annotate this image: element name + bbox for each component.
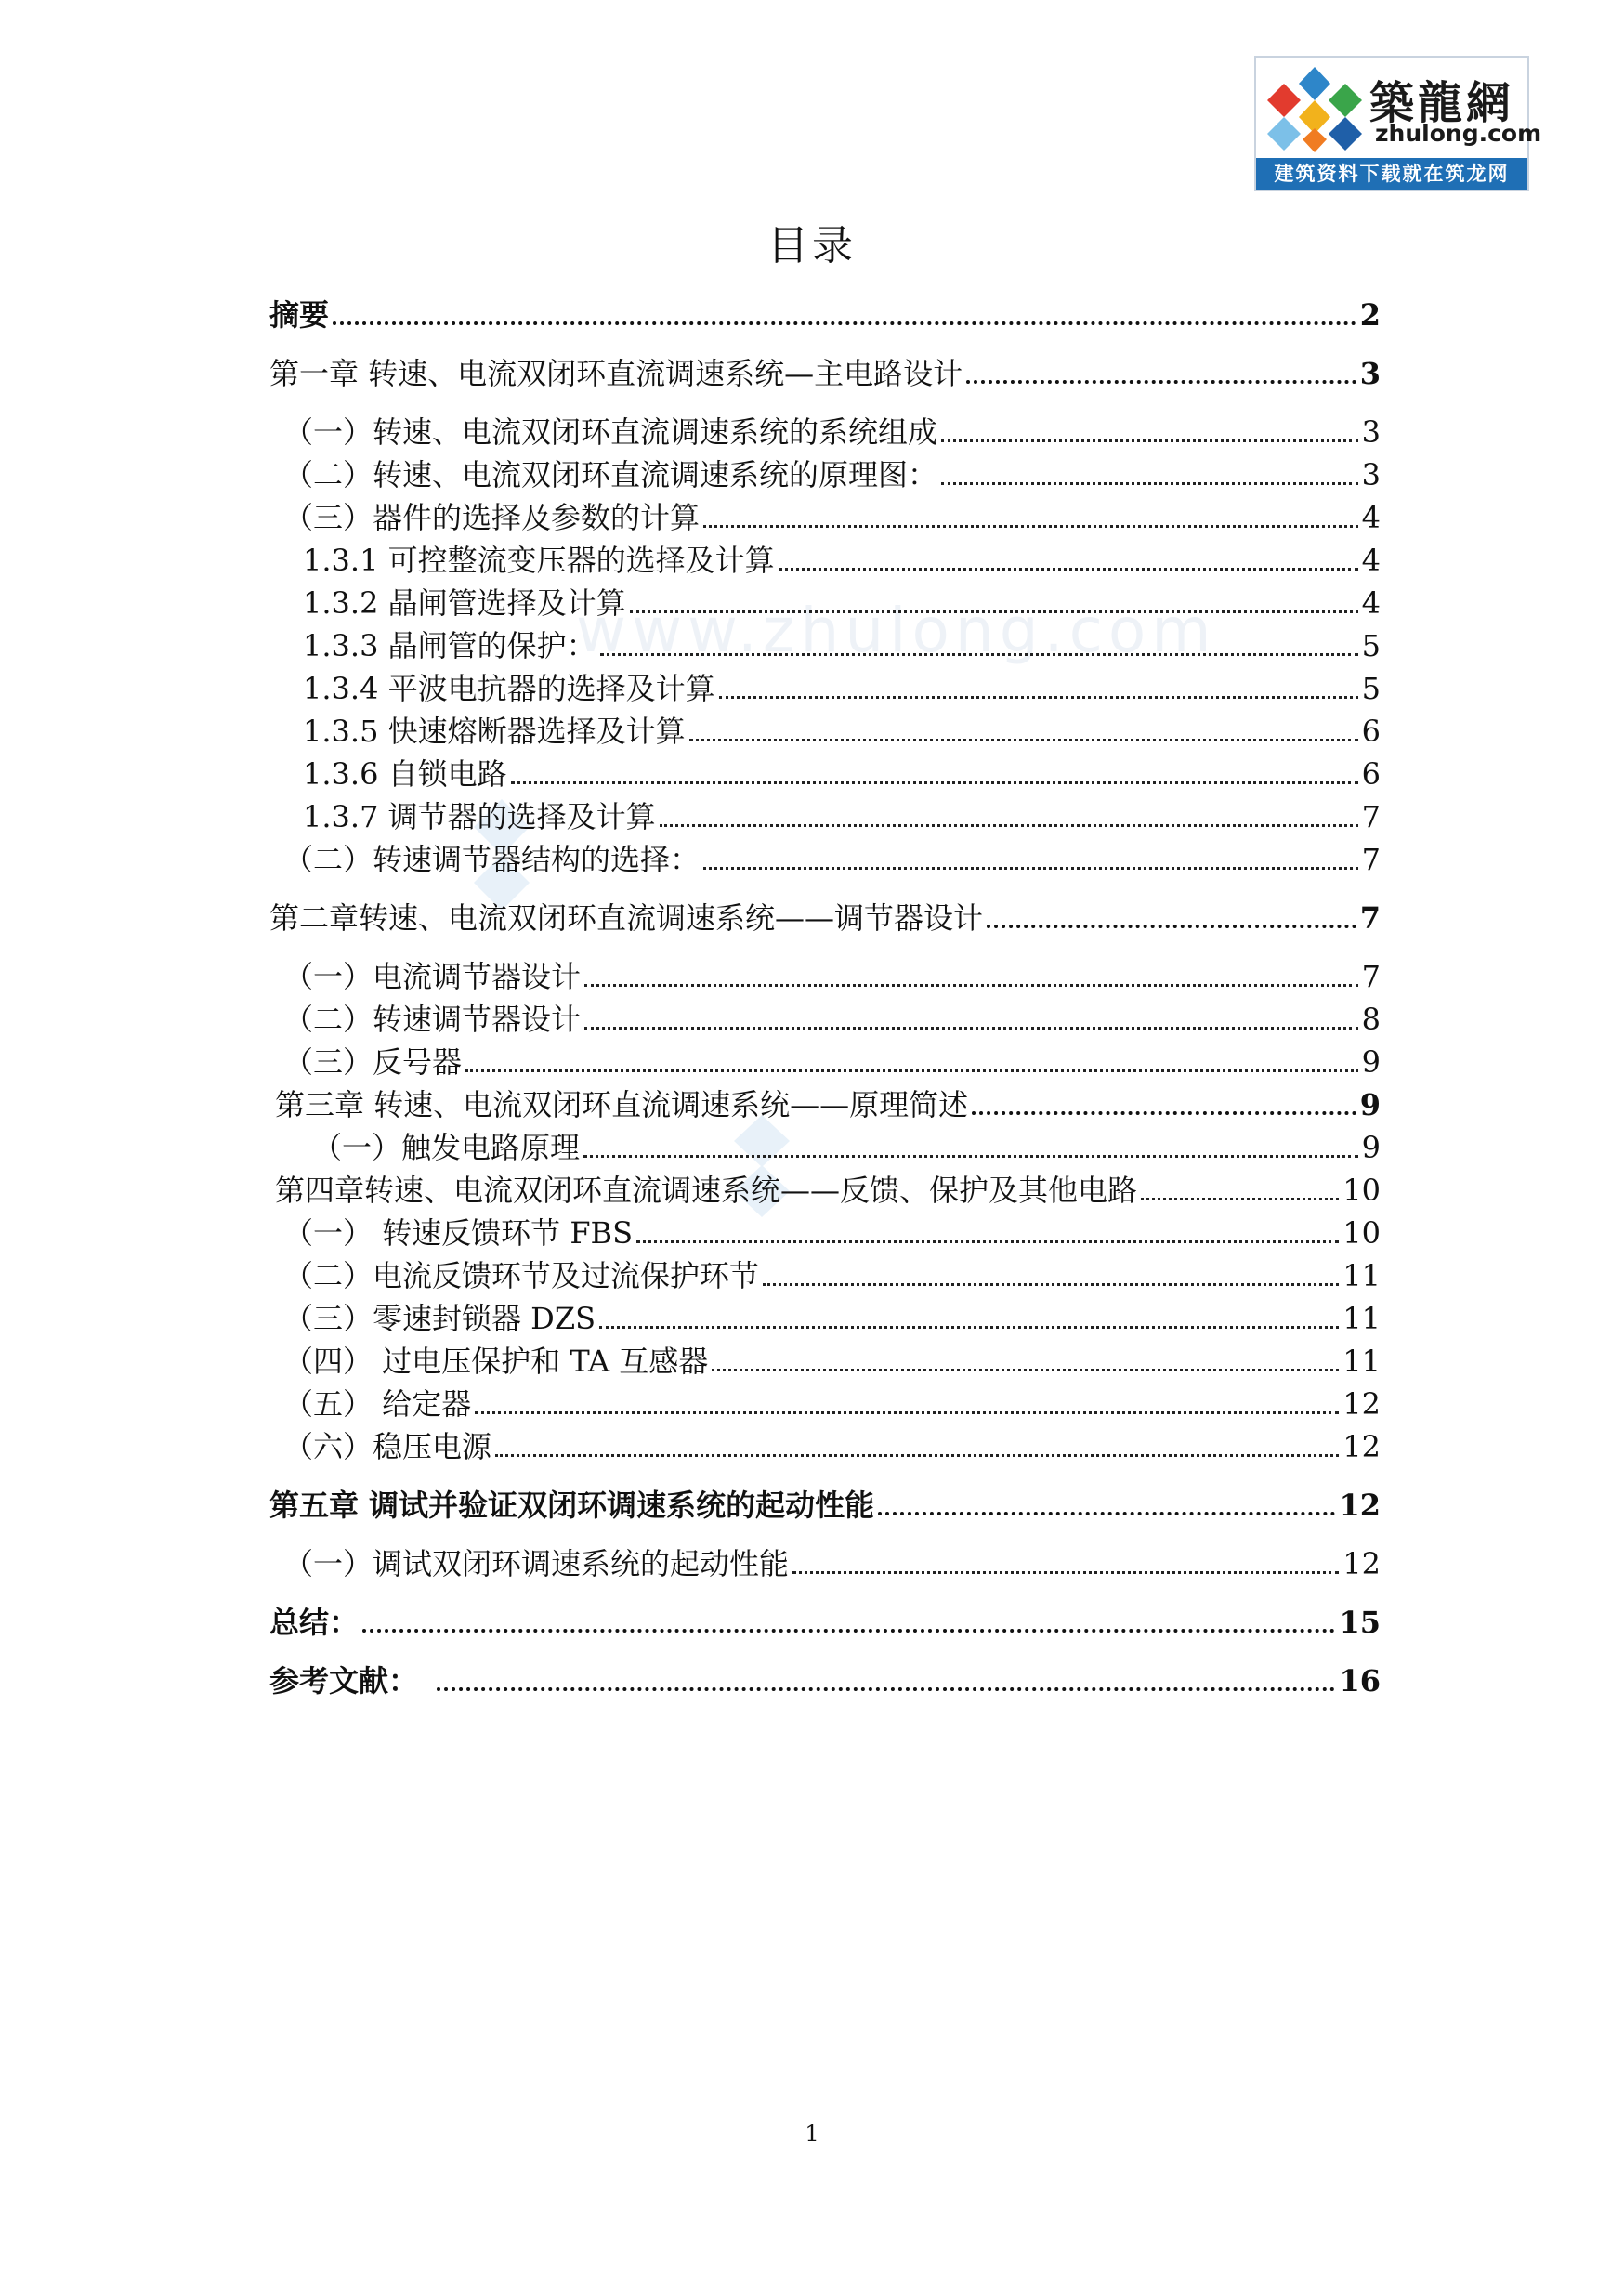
toc-entry[interactable] xyxy=(283,957,1381,994)
toc-entry-label: （一）触发电路原理 xyxy=(312,1130,581,1165)
page-number: 1 xyxy=(805,2120,819,2146)
toc-entry-label: 1.3.2 晶闸管选择及计算 xyxy=(303,585,626,621)
toc-entry-label: 1.3.4 平波电抗器的选择及计算 xyxy=(303,671,715,706)
toc-entry[interactable] xyxy=(303,541,1381,578)
toc-leader xyxy=(660,789,1358,827)
toc-leader xyxy=(511,746,1358,784)
toc-entry-page: 4 xyxy=(1361,500,1381,535)
toc-entry[interactable] xyxy=(269,1603,1381,1640)
toc-entry-page: 9 xyxy=(1361,1130,1381,1165)
toc-leader xyxy=(630,575,1358,613)
toc-entry-label: （二）转速调节器设计 xyxy=(283,1002,582,1037)
toc-leader xyxy=(636,1205,1339,1243)
toc-entry-label: （二）电流反馈环节及过流保护环节 xyxy=(283,1258,760,1293)
toc-entry[interactable] xyxy=(269,354,1381,391)
toc-entry-page: 12 xyxy=(1342,1386,1381,1422)
toc-entry[interactable] xyxy=(303,626,1381,663)
toc-leader xyxy=(495,1419,1339,1457)
toc-entry[interactable] xyxy=(269,1661,1381,1698)
toc-leader xyxy=(941,404,1358,442)
toc-entry-page: 6 xyxy=(1361,714,1381,749)
toc-entry-page: 12 xyxy=(1342,1546,1381,1581)
toc-entry-page: 11 xyxy=(1342,1344,1381,1379)
toc-entry-page: 16 xyxy=(1339,1663,1381,1698)
toc-entry-label: 总结： xyxy=(269,1605,360,1640)
toc-entry-label: 参考文献： xyxy=(269,1663,419,1698)
toc-entry[interactable] xyxy=(303,584,1381,621)
toc-leader xyxy=(972,1076,1356,1115)
toc-entry[interactable] xyxy=(283,1213,1381,1251)
toc-leader xyxy=(703,832,1358,870)
toc-entry-label: 第五章 调试并验证双闭环调速系统的起动性能 xyxy=(269,1488,875,1523)
toc-entry-label: 1.3.3 晶闸管的保护： xyxy=(303,628,596,663)
toc-entry-label: （一）转速、电流双闭环直流调速系统的系统组成 xyxy=(283,414,938,450)
logo-slogan: 建筑资料下载就在筑龙网 xyxy=(1256,158,1527,190)
toc-entry-page: 7 xyxy=(1359,900,1381,936)
toc-entry-page: 8 xyxy=(1361,1002,1381,1037)
toc-entry-page: 10 xyxy=(1342,1215,1381,1251)
toc-entry-page: 11 xyxy=(1342,1301,1381,1336)
toc-entry-page: 5 xyxy=(1361,671,1381,706)
toc-entry-page: 7 xyxy=(1361,842,1381,877)
toc-leader xyxy=(583,1120,1358,1158)
toc-entry-page: 9 xyxy=(1359,1087,1381,1122)
toc-leader xyxy=(689,703,1358,741)
toc-entry-page: 6 xyxy=(1361,756,1381,792)
toc-entry-label: （五） 给定器 xyxy=(283,1386,472,1422)
toc-leader xyxy=(987,889,1356,928)
toc-leader xyxy=(966,345,1356,384)
toc-entry[interactable] xyxy=(283,1043,1381,1080)
toc-entry-label: （三）反号器 xyxy=(283,1044,463,1080)
toc-entry-page: 3 xyxy=(1359,356,1381,391)
watermark: www.zhulong.com xyxy=(576,595,1217,666)
logo-domain: zhulong.com xyxy=(1375,120,1542,147)
toc-leader xyxy=(437,1652,1335,1691)
toc-entry[interactable] xyxy=(269,1486,1381,1523)
toc-entry[interactable] xyxy=(283,1384,1381,1422)
toc-entry[interactable] xyxy=(303,754,1381,792)
toc-entry-label: 1.3.1 可控整流变压器的选择及计算 xyxy=(303,543,775,578)
toc-leader xyxy=(878,1476,1335,1515)
toc-entry[interactable] xyxy=(303,797,1381,834)
logo-name-cn: 築龍網 xyxy=(1369,77,1515,129)
toc-entry[interactable] xyxy=(303,712,1381,749)
toc-entry-label: 1.3.6 自锁电路 xyxy=(303,756,507,792)
toc-entry-page: 10 xyxy=(1342,1173,1381,1208)
toc-entry-page: 12 xyxy=(1342,1429,1381,1464)
toc-entry[interactable] xyxy=(269,898,1381,936)
toc-entry[interactable] xyxy=(283,455,1381,492)
toc-leader xyxy=(475,1376,1339,1414)
toc-entry-label: （六）稳压电源 xyxy=(283,1429,492,1464)
toc-entry-label: 第一章 转速、电流双闭环直流调速系统—主电路设计 xyxy=(269,356,963,391)
toc-entry-label: （一）调试双闭环调速系统的起动性能 xyxy=(283,1546,790,1581)
toc-entry[interactable] xyxy=(283,1544,1381,1581)
toc-leader xyxy=(792,1536,1339,1574)
toc-entry-label: 第二章转速、电流双闭环直流调速系统——调节器设计 xyxy=(269,900,984,936)
toc-entry-page: 11 xyxy=(1342,1258,1381,1293)
toc-entry-label: （一） 转速反馈环节 FBS xyxy=(283,1215,633,1251)
toc-entry[interactable] xyxy=(275,1171,1381,1208)
toc-leader xyxy=(712,1333,1339,1371)
toc-entry-label: （一）电流调节器设计 xyxy=(283,959,582,994)
toc-entry[interactable] xyxy=(283,498,1381,535)
toc-entry[interactable] xyxy=(275,1085,1381,1122)
toc-entry-label: （二）转速、电流双闭环直流调速系统的原理图： xyxy=(283,457,938,492)
toc-leader xyxy=(333,286,1356,325)
toc-entry-page: 3 xyxy=(1361,457,1381,492)
toc-entry-label: 第三章 转速、电流双闭环直流调速系统——原理简述 xyxy=(275,1087,969,1122)
toc-leader xyxy=(584,991,1358,1030)
toc-entry[interactable] xyxy=(283,1342,1381,1379)
toc-entry-label: （三）零速封锁器 DZS xyxy=(283,1301,596,1336)
toc-leader xyxy=(719,661,1358,699)
toc-leader xyxy=(362,1593,1335,1633)
toc-entry-label: （三）器件的选择及参数的计算 xyxy=(283,500,701,535)
toc-entry-label: （四） 过电压保护和 TA 互感器 xyxy=(283,1344,709,1379)
toc-leader xyxy=(584,949,1358,987)
toc-entry-page: 4 xyxy=(1361,543,1381,578)
toc-leader xyxy=(1141,1162,1339,1200)
toc-leader xyxy=(941,447,1358,485)
toc-entry-page: 5 xyxy=(1361,628,1381,663)
toc-entry[interactable] xyxy=(283,413,1381,450)
toc-entry[interactable] xyxy=(283,1256,1381,1293)
toc-leader xyxy=(465,1034,1358,1072)
toc-entry[interactable] xyxy=(283,1299,1381,1336)
toc-entry-label: 摘要 xyxy=(269,297,330,333)
toc-entry-page: 12 xyxy=(1339,1488,1381,1523)
toc-entry-label: 1.3.5 快速熔断器选择及计算 xyxy=(303,714,686,749)
toc-entry[interactable] xyxy=(269,295,1381,333)
toc-entry-page: 4 xyxy=(1361,585,1381,621)
toc-entry-label: 1.3.7 调节器的选择及计算 xyxy=(303,799,656,834)
toc-leader xyxy=(779,532,1358,570)
toc-entry-page: 2 xyxy=(1359,297,1381,333)
toc-entry-page: 15 xyxy=(1339,1605,1381,1640)
toc-leader xyxy=(763,1248,1339,1286)
toc-entry-page: 9 xyxy=(1361,1044,1381,1080)
toc-leader xyxy=(703,490,1358,528)
toc-entry-page: 7 xyxy=(1361,959,1381,994)
toc-entry[interactable] xyxy=(283,840,1381,877)
toc-entry-page: 3 xyxy=(1361,414,1381,450)
toc-entry-page: 7 xyxy=(1361,799,1381,834)
toc-entry[interactable] xyxy=(283,1427,1381,1464)
toc-leader xyxy=(599,1291,1339,1329)
toc-entry[interactable] xyxy=(283,1000,1381,1037)
toc-leader xyxy=(600,618,1358,656)
toc-entry[interactable] xyxy=(312,1128,1381,1165)
page-title: 目录 xyxy=(767,222,857,269)
toc-entry-label: （二）转速调节器结构的选择： xyxy=(283,842,701,877)
toc-entry-label: 第四章转速、电流双闭环直流调速系统——反馈、保护及其他电路 xyxy=(275,1173,1138,1208)
toc-entry[interactable] xyxy=(303,669,1381,706)
